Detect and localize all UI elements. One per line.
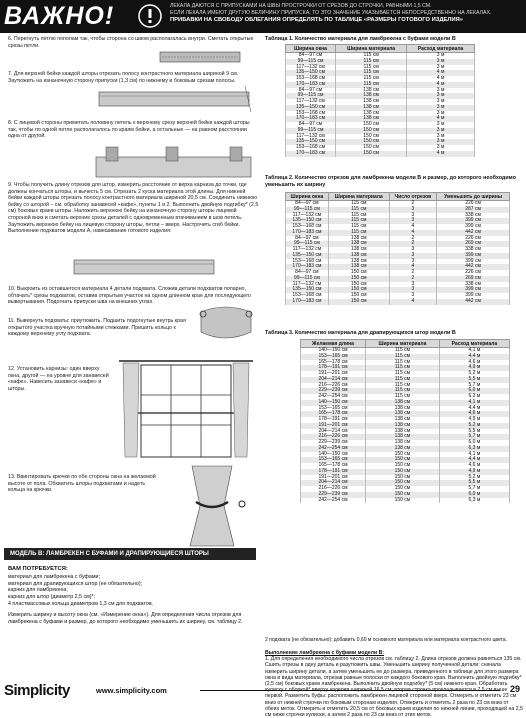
table-cell: 99—115 см (286, 59, 336, 65)
table-cell: 5,7 м (439, 383, 509, 389)
table-cell: 138 см (336, 111, 407, 117)
table-cell: 3 м (407, 65, 475, 71)
table-cell: 4,4 м (439, 457, 509, 463)
table-cell: 191—201 см (301, 475, 366, 481)
table-cell: 4 м (407, 116, 475, 122)
table-cell: 226 см (437, 236, 510, 242)
table-cell: 3 м (407, 99, 475, 105)
loops-on-band-illustration (92, 143, 257, 183)
table-cell: 150 см (328, 276, 389, 282)
table-cell: 287 см (437, 207, 510, 213)
table2 (285, 192, 510, 305)
needs-block (8, 566, 248, 625)
table-cell: 153—168 см (286, 145, 336, 151)
table-cell: 338 см (437, 213, 510, 219)
table-cell: 442 см (437, 264, 510, 270)
table-cell: 150 см (366, 475, 440, 481)
table-cell: 135—150 см (286, 253, 329, 259)
table-cell: 150 см (328, 299, 389, 305)
table2-header: Уменьшить до ширины (437, 193, 510, 201)
table-cell: 165—178 см (301, 411, 366, 417)
table-cell: 138 см (336, 105, 407, 111)
table3 (300, 339, 510, 503)
table-row (286, 151, 475, 157)
table-cell: 138 см (328, 236, 389, 242)
needs-item: карниз для ламбрекена; (8, 587, 68, 594)
table-cell: 115 см (366, 348, 440, 354)
table-cell: 399 см (437, 224, 510, 230)
table-cell: 3 м (407, 128, 475, 134)
table-cell: 3 м (407, 105, 475, 111)
table-cell: 4,6 м (439, 360, 509, 366)
table-cell: 3 (389, 282, 436, 288)
table-cell: 115 см (366, 388, 440, 394)
table-cell: 4,4 м (439, 406, 509, 412)
table-cell: 84—97 см (286, 236, 329, 242)
table-cell: 4 м (407, 82, 475, 88)
table-cell: 153—168 см (286, 259, 329, 265)
header-note (170, 3, 500, 24)
table-cell: 4 (389, 224, 436, 230)
table-cell: 170—183 см (286, 82, 336, 88)
table-cell: 117—132 см (286, 134, 336, 140)
table-cell: 153—168 см (286, 76, 336, 82)
table-cell: 3 м (407, 122, 475, 128)
table-cell: 138 см (366, 423, 440, 429)
table-cell: 115 см (336, 65, 407, 71)
table-cell: 138 см (366, 406, 440, 412)
table-cell: 191—201 см (301, 371, 366, 377)
table-cell: 4,9 м (439, 365, 509, 371)
table-cell: 5,7 м (439, 434, 509, 440)
tieback-note: 2 подхвата (не обязательно): добавить 0,60 м основного материала или материала контрастного цвета. (265, 637, 507, 643)
table-cell: 229—239 см (301, 440, 366, 446)
table-cell: 99—115 см (286, 93, 336, 99)
table-cell: 216—226 см (301, 434, 366, 440)
table-cell: 3 (389, 293, 436, 299)
table1-caption: Таблица 1. Количество материала для ламбрекена с буфами модели В (265, 36, 456, 42)
table-cell: 150 см (328, 287, 389, 293)
table-cell: 4,1 м (439, 452, 509, 458)
table-cell: 153—168 см (286, 224, 329, 230)
table-cell: 84—97 см (286, 270, 329, 276)
table-cell: 4 м (407, 70, 475, 76)
table-cell: 138 см (366, 429, 440, 435)
table-cell: 99—115 см (286, 128, 336, 134)
table-cell: 399 см (437, 293, 510, 299)
table2-header: Число отрезов (389, 193, 436, 201)
table-cell: 6,3 м (439, 394, 509, 400)
table-cell: 138 см (366, 434, 440, 440)
table-cell: 4 (389, 230, 436, 236)
table-cell: 117—132 см (286, 213, 329, 219)
table-cell: 5,5 м (439, 377, 509, 383)
hook-tieback-illustration (172, 466, 257, 546)
page-number: 29 (509, 684, 520, 694)
table-cell: 138 см (336, 116, 407, 122)
header-note-line: ПРИБАВКИ НА СВОБОДУ ОБЛЕГАНИЯ ОПРЕДЕЛЯТЬ ПО ТАБЛИЦЕ «РАЗМЕРЫ ГОТОВОГО ИЗДЕЛИЯ» (170, 17, 464, 23)
table-cell: 4 м (407, 76, 475, 82)
table-cell: 115 см (328, 224, 389, 230)
table-cell: 138 см (336, 88, 407, 94)
table-cell: 6,3 м (439, 498, 509, 504)
step-text: Установить карнизы: один вверху окна, другой — на уровне для занавесей «кафе». Навесить занавеси «кафе» и шторы. (8, 366, 109, 392)
table-cell: 226 см (437, 201, 510, 207)
table-cell: 5,2 м (439, 423, 509, 429)
step-7 (8, 71, 258, 84)
table-cell: 150 см (336, 145, 407, 151)
page-footer (0, 681, 526, 699)
loop-illustration (150, 48, 250, 68)
table-cell: 150 см (336, 139, 407, 145)
step-number: 9. (8, 182, 13, 188)
table-cell: 115 см (328, 201, 389, 207)
needs-item: материал для драпирующихся штор (не обязательно); (8, 580, 143, 587)
table-cell: 338 см (437, 282, 510, 288)
table-cell: 115 см (336, 53, 407, 59)
needs-item: материал для ламбрекена с буфами; (8, 573, 100, 580)
table-cell: 170—183 см (286, 151, 336, 157)
table-cell: 138 см (366, 440, 440, 446)
table-cell: 5,7 м (439, 486, 509, 492)
step-number: 11. (8, 318, 15, 324)
table-cell: 140—150 см (301, 400, 366, 406)
table-cell: 4,1 м (439, 348, 509, 354)
table-cell: 269 см (437, 276, 510, 282)
table-cell: 117—132 см (286, 65, 336, 71)
table-cell: 138 см (366, 411, 440, 417)
table-cell: 150 см (336, 151, 407, 157)
table-cell: 229—239 см (301, 388, 366, 394)
table-cell: 150 см (366, 463, 440, 469)
table-cell: 99—115 см (286, 207, 329, 213)
table-cell: 2 (389, 270, 436, 276)
website-link[interactable]: www.simplicity.com (96, 686, 167, 695)
step-9 (8, 182, 260, 235)
table-cell: 5,2 м (439, 475, 509, 481)
important-title: ВАЖНО! (4, 2, 115, 30)
table-cell: 3 м (407, 53, 475, 59)
table-cell: 399 см (437, 253, 510, 259)
table-cell: 135—150 см (286, 105, 336, 111)
table1 (285, 44, 475, 157)
table-cell: 138 см (328, 253, 389, 259)
curtain-top-illustration (70, 256, 220, 278)
table-cell: 216—226 см (301, 383, 366, 389)
table3-header: Желаемая длина (301, 340, 366, 348)
table-cell: 229—239 см (301, 492, 366, 498)
table-cell: 3 м (407, 111, 475, 117)
table-cell: 2 (389, 201, 436, 207)
step-text: Вывернуть подхваты; приутюжить. Подшить подогнутые внутрь края открытого участка вручную потайными стежками. Пришить кольцо к каждому верхнему углу подхвата. (8, 318, 186, 338)
table-cell: 117—132 см (286, 282, 329, 288)
table-cell: 117—132 см (286, 247, 329, 253)
table-cell: 150 см (366, 480, 440, 486)
table-cell: 3 (389, 213, 436, 219)
table-cell: 242—254 см (301, 498, 366, 504)
step-12 (8, 366, 113, 392)
table-cell: 140—150 см (301, 452, 366, 458)
table-cell: 150 см (366, 486, 440, 492)
table-cell: 5,2 м (439, 371, 509, 377)
table-cell: 150 см (328, 282, 389, 288)
table-cell: 3 (389, 253, 436, 259)
table-cell: 150 см (366, 457, 440, 463)
step-number: 8. (8, 120, 13, 126)
table-cell: 178—191 см (301, 469, 366, 475)
step-13 (8, 474, 158, 494)
table-cell: 153—165 см (301, 457, 366, 463)
table-cell: 150 см (328, 270, 389, 276)
table-cell: 170—183 см (286, 299, 329, 305)
table-cell: 3 (389, 207, 436, 213)
table-cell: 6,0 м (439, 388, 509, 394)
table-cell: 3 (389, 247, 436, 253)
table1-header: Ширина материала (336, 45, 407, 53)
table-cell: 99—115 см (286, 276, 329, 282)
table-cell: 242—254 см (301, 394, 366, 400)
table-cell: 4,9 м (439, 417, 509, 423)
table-cell: 115 см (328, 207, 389, 213)
table-cell: 3 м (407, 145, 475, 151)
table-cell: 150 см (336, 122, 407, 128)
table-cell: 138 см (328, 259, 389, 265)
table-cell: 153—168 см (286, 111, 336, 117)
table-cell: 269 см (437, 241, 510, 247)
table-cell: 138 см (366, 400, 440, 406)
step-number: 6. (8, 36, 13, 42)
table-cell: 150 см (366, 452, 440, 458)
table-cell: 115 см (336, 59, 407, 65)
table-cell: 3 (389, 287, 436, 293)
table-cell: 6,0 м (439, 440, 509, 446)
table-cell: 115 см (336, 76, 407, 82)
table-cell: 150 см (328, 293, 389, 299)
table-cell: 3 м (407, 88, 475, 94)
table-cell: 3 м (407, 134, 475, 140)
table-cell: 84—97 см (286, 122, 336, 128)
table-cell: 191—201 см (301, 423, 366, 429)
table-cell: 442 см (437, 299, 510, 305)
table-cell: 242—254 см (301, 446, 366, 452)
table-cell: 204—214 см (301, 377, 366, 383)
table-row (286, 299, 510, 305)
table1-header: Расход материала (407, 45, 475, 53)
table-cell: 138 см (328, 241, 389, 247)
table-cell: 115 см (366, 371, 440, 377)
table-cell: 4,1 м (439, 400, 509, 406)
table-cell: 138 см (336, 99, 407, 105)
table-cell: 138 см (366, 446, 440, 452)
needs-title: ВАМ ПОТРЕБУЕТСЯ: (8, 566, 68, 572)
table-cell: 150 см (366, 498, 440, 504)
table-cell: 117—132 см (286, 99, 336, 105)
needs-item: карниз для штор (диаметр 2,5 см)*; (8, 594, 96, 601)
table-cell: 170—183 см (286, 230, 329, 236)
table-row (301, 498, 510, 504)
table2-caption: Таблица 2. Количество отрезов для ламбрекена модели В и размер, до которого необходимо уменьшить их ширину (265, 175, 516, 188)
step-number: 12. (8, 366, 16, 372)
table-cell: 138 см (328, 264, 389, 270)
section-title-bar: МОДЕЛЬ В: ЛАМБРЕКЕН С БУФАМИ И ДРАПИРУЮЩИЕСЯ ШТОРЫ (4, 548, 256, 560)
table-cell: 3 м (407, 139, 475, 145)
table-cell: 153—168 см (286, 293, 329, 299)
table-cell: 4 (389, 299, 436, 305)
table-cell: 115 см (366, 377, 440, 383)
table-cell: 115 см (336, 82, 407, 88)
table-cell: 138 см (336, 93, 407, 99)
table-cell: 115 см (366, 394, 440, 400)
table-cell: 4 (389, 264, 436, 270)
table-cell: 178—191 см (301, 417, 366, 423)
table-cell: 135—150 см (286, 287, 329, 293)
table-cell: 4 м (407, 151, 475, 157)
header-note-line: ЕСЛИ ЛЕКАЛА ИМЕЮТ ДРУГУЮ ВЕЛИЧИНУ ПРИПУСКА, ТО ЭТО ЗНАЧЕНИЕ УКАЗЫВАЕТСЯ НЕПОСРЕДСТВЕННО НА ЛЕКАЛАХ. (170, 10, 492, 16)
table-cell: 99—115 см (286, 241, 329, 247)
step-text: Перегнуть петлю пополам так, чтобы сторона со швом располагалась внутри. Сметать открытые срезы петли. (8, 36, 254, 49)
table-cell: 150 см (366, 469, 440, 475)
table-cell: 204—214 см (301, 429, 366, 435)
table-cell: 4,4 м (439, 354, 509, 360)
table-cell: 140—150 см (301, 348, 366, 354)
table-cell: 2 (389, 236, 436, 242)
table-cell: 115 см (366, 383, 440, 389)
table-cell: 150 см (366, 492, 440, 498)
band-illustration (95, 86, 255, 112)
table-cell: 5,5 м (439, 429, 509, 435)
table-cell: 135—150 см (286, 218, 329, 224)
table-cell: 3 (389, 218, 436, 224)
header-note-line: ЛЕКАЛА ДАЮТСЯ С ПРИПУСКАМИ НА ШВЫ ПРОСТРОЧКИ ОТ СРЕЗОВ ДО СТРОЧКИ, РАВНЫМИ 1,5 СМ. (170, 3, 432, 9)
step-number: 13. (8, 474, 16, 480)
step-number: 10. (8, 286, 16, 292)
table-cell: 84—97 см (286, 88, 336, 94)
table-cell: 115 см (336, 70, 407, 76)
table-cell: 115 см (366, 354, 440, 360)
procedure-text: 1. Для определения необходимого числа отрезов см. таблицу 2. Длина отрезов должна равняться 135 см. Сшить отрезы в одну деталь и разутюжить швы. Уменьшить ширину полученной детали: сначала измерить ширину детали, а затем уменьшить ее до размера, приведенного в таблице для этого размера окна и вида материала, отрезав равные полоски от каждого бокового края. Выполнить двойную подгибку* (2,5 см) боковых краев ламбрекена. Выполнить двойную подгибку* (5 см) нижнего края. Обработать кулиску с оборкой* вверху изделия шириной 16,5 см; вторая строчка прокладывается в 7,5 см выше первой. Разметить буфы: расположить ламбрекен лицевой стороной вверх. Отмерить и отметить 23 см вниз от нижней строчки по боковым сторонам изделия. Отмерить и отметить 2 раза по 23 см вниз от обеих меток. Отмерить и отметить 20,5 см от боковых краев изделия по нижней линии, проходящей на 2,5 см ниже строчки кулиски, а затем 2 раза по 23 см вниз от этих меток. (265, 656, 523, 718)
step-8 (8, 120, 258, 140)
page-header (0, 0, 526, 33)
table-cell: 84—97 см (286, 53, 336, 59)
table-cell: 2 (389, 241, 436, 247)
table-cell: 115 см (366, 360, 440, 366)
table-cell: 178—191 см (301, 365, 366, 371)
table3-header: Ширина материала (366, 340, 440, 348)
table-cell: 226 см (437, 270, 510, 276)
table-cell: 138 см (366, 417, 440, 423)
table3-header: Расход материала (439, 340, 509, 348)
table-cell: 150 см (336, 128, 407, 134)
table-cell: 165—178 см (301, 463, 366, 469)
table-cell: 338 см (437, 247, 510, 253)
step-text: Чтобы получить длину отрезов для штор, измерить расстояние от верха карниза до точки, где должны кончаться шторы, и вычесть 5 см. Отрезать 2 куска материала этой длины. Для нижней бейки каждой шторы отрезать полосу контрастного материала шириной 20,5 см. Соединить нижнюю бейку со шторой – см. обработку занавесей «кафе», пункты 1 и 2. Выполнить двойную подгибку* (2,5 см) боковых краев шторы. Наложить верхнюю бейку на изнаночную сторону шторы лицевой стороной вниз и сметать верхние срезы деталей с одновременным втачиванием в шов петель. Заутюжить верхнюю бейку на лицевую сторону шторы, петли – вверх. Настрочить сгиб бейки. Выполнение подхватов модели А, навешивание готового изделия: (8, 182, 259, 235)
table-cell: 6,3 м (439, 446, 509, 452)
window-rods-illustration (117, 355, 255, 463)
table-cell: 135—150 см (286, 139, 336, 145)
table-cell: 399 см (437, 218, 510, 224)
footer-rule (200, 690, 500, 691)
table3-caption: Таблица 3. Количество материала для драпирующихся штор модели В (265, 330, 456, 336)
table1-header: Ширина окна (286, 45, 336, 53)
table-cell: 153—165 см (301, 354, 366, 360)
table-cell: 4,6 м (439, 411, 509, 417)
table-cell: 115 см (366, 365, 440, 371)
step-text: Выкроить из оставшегося материала 4 детали подхвата. Сложив детали подхватов попарно, обтачать* срезы подхватов, оставив открытым участок на одном длинном крае для последующего вывертывания. Подогнать припуски шва на внешних углах. (8, 286, 251, 306)
step-number: 7. (8, 71, 13, 77)
table-cell: 115 см (328, 213, 389, 219)
table-cell: 115 см (328, 230, 389, 236)
table-cell: 2 (389, 276, 436, 282)
table-cell: 84—97 см (286, 201, 329, 207)
table-cell: 4,6 м (439, 463, 509, 469)
table2-header: Ширина материала (328, 193, 389, 201)
table-cell: 135—150 см (286, 70, 336, 76)
table-cell: 399 см (437, 287, 510, 293)
step-11 (8, 318, 193, 338)
table-cell: 115 см (328, 218, 389, 224)
measure-note: Измерить ширину и высоту окна (см. «Измерение окна»). Для определения числа отрезов для ламбрекена с буфами и размер, до которого необходимо уменьшить их ширину, см. таблицу 2. (8, 611, 243, 625)
table-cell: 3 м (407, 59, 475, 65)
tieback-illustration (195, 302, 257, 350)
step-text: Ввинтировать крючки по обе стороны окна на желаемой высоте от пола. Обхватить шторы подхватами и надеть кольца на крючки. (8, 474, 156, 494)
table-cell: 150 см (336, 134, 407, 140)
table-cell: 170—183 см (286, 264, 329, 270)
table-cell: 6,0 м (439, 492, 509, 498)
table-cell: 399 см (437, 259, 510, 265)
step-text: С лицевой стороны приметать половину петель к верхнему срезу верхней бейки каждой шторы так, чтобы по одной петле располагалось по краям бейки, а остальные — на равном расстоянии одна от другой. (8, 120, 250, 140)
table-cell: 3 (389, 259, 436, 265)
needs-item: 4 пластмассовых кольца диаметром 1,3 см для подхватов. (8, 600, 154, 607)
procedure-title: Выполнение ламбрекена с буфами модели В: (265, 650, 385, 656)
table-cell: 4,9 м (439, 469, 509, 475)
table-cell: 165—178 см (301, 360, 366, 366)
step-text: Для верхней бейки каждой шторы отрезать полосу контрастного материала шириной 9 см. Заутюжить на изнаночную сторону припуски (1,3 см) по нижнему и боковым срезам полосы. (8, 71, 239, 84)
table2-header: Ширина окна (286, 193, 329, 201)
table-cell: 216—226 см (301, 486, 366, 492)
table-cell: 3 м (407, 93, 475, 99)
table-cell: 153—165 см (301, 406, 366, 412)
table-cell: 170—183 см (286, 116, 336, 122)
brand-logo: Simplicity (4, 682, 70, 699)
table-cell: 5,5 м (439, 480, 509, 486)
table-cell: 442 см (437, 230, 510, 236)
warning-icon (138, 4, 162, 28)
table-cell: 204—214 см (301, 480, 366, 486)
table-cell: 138 см (328, 247, 389, 253)
